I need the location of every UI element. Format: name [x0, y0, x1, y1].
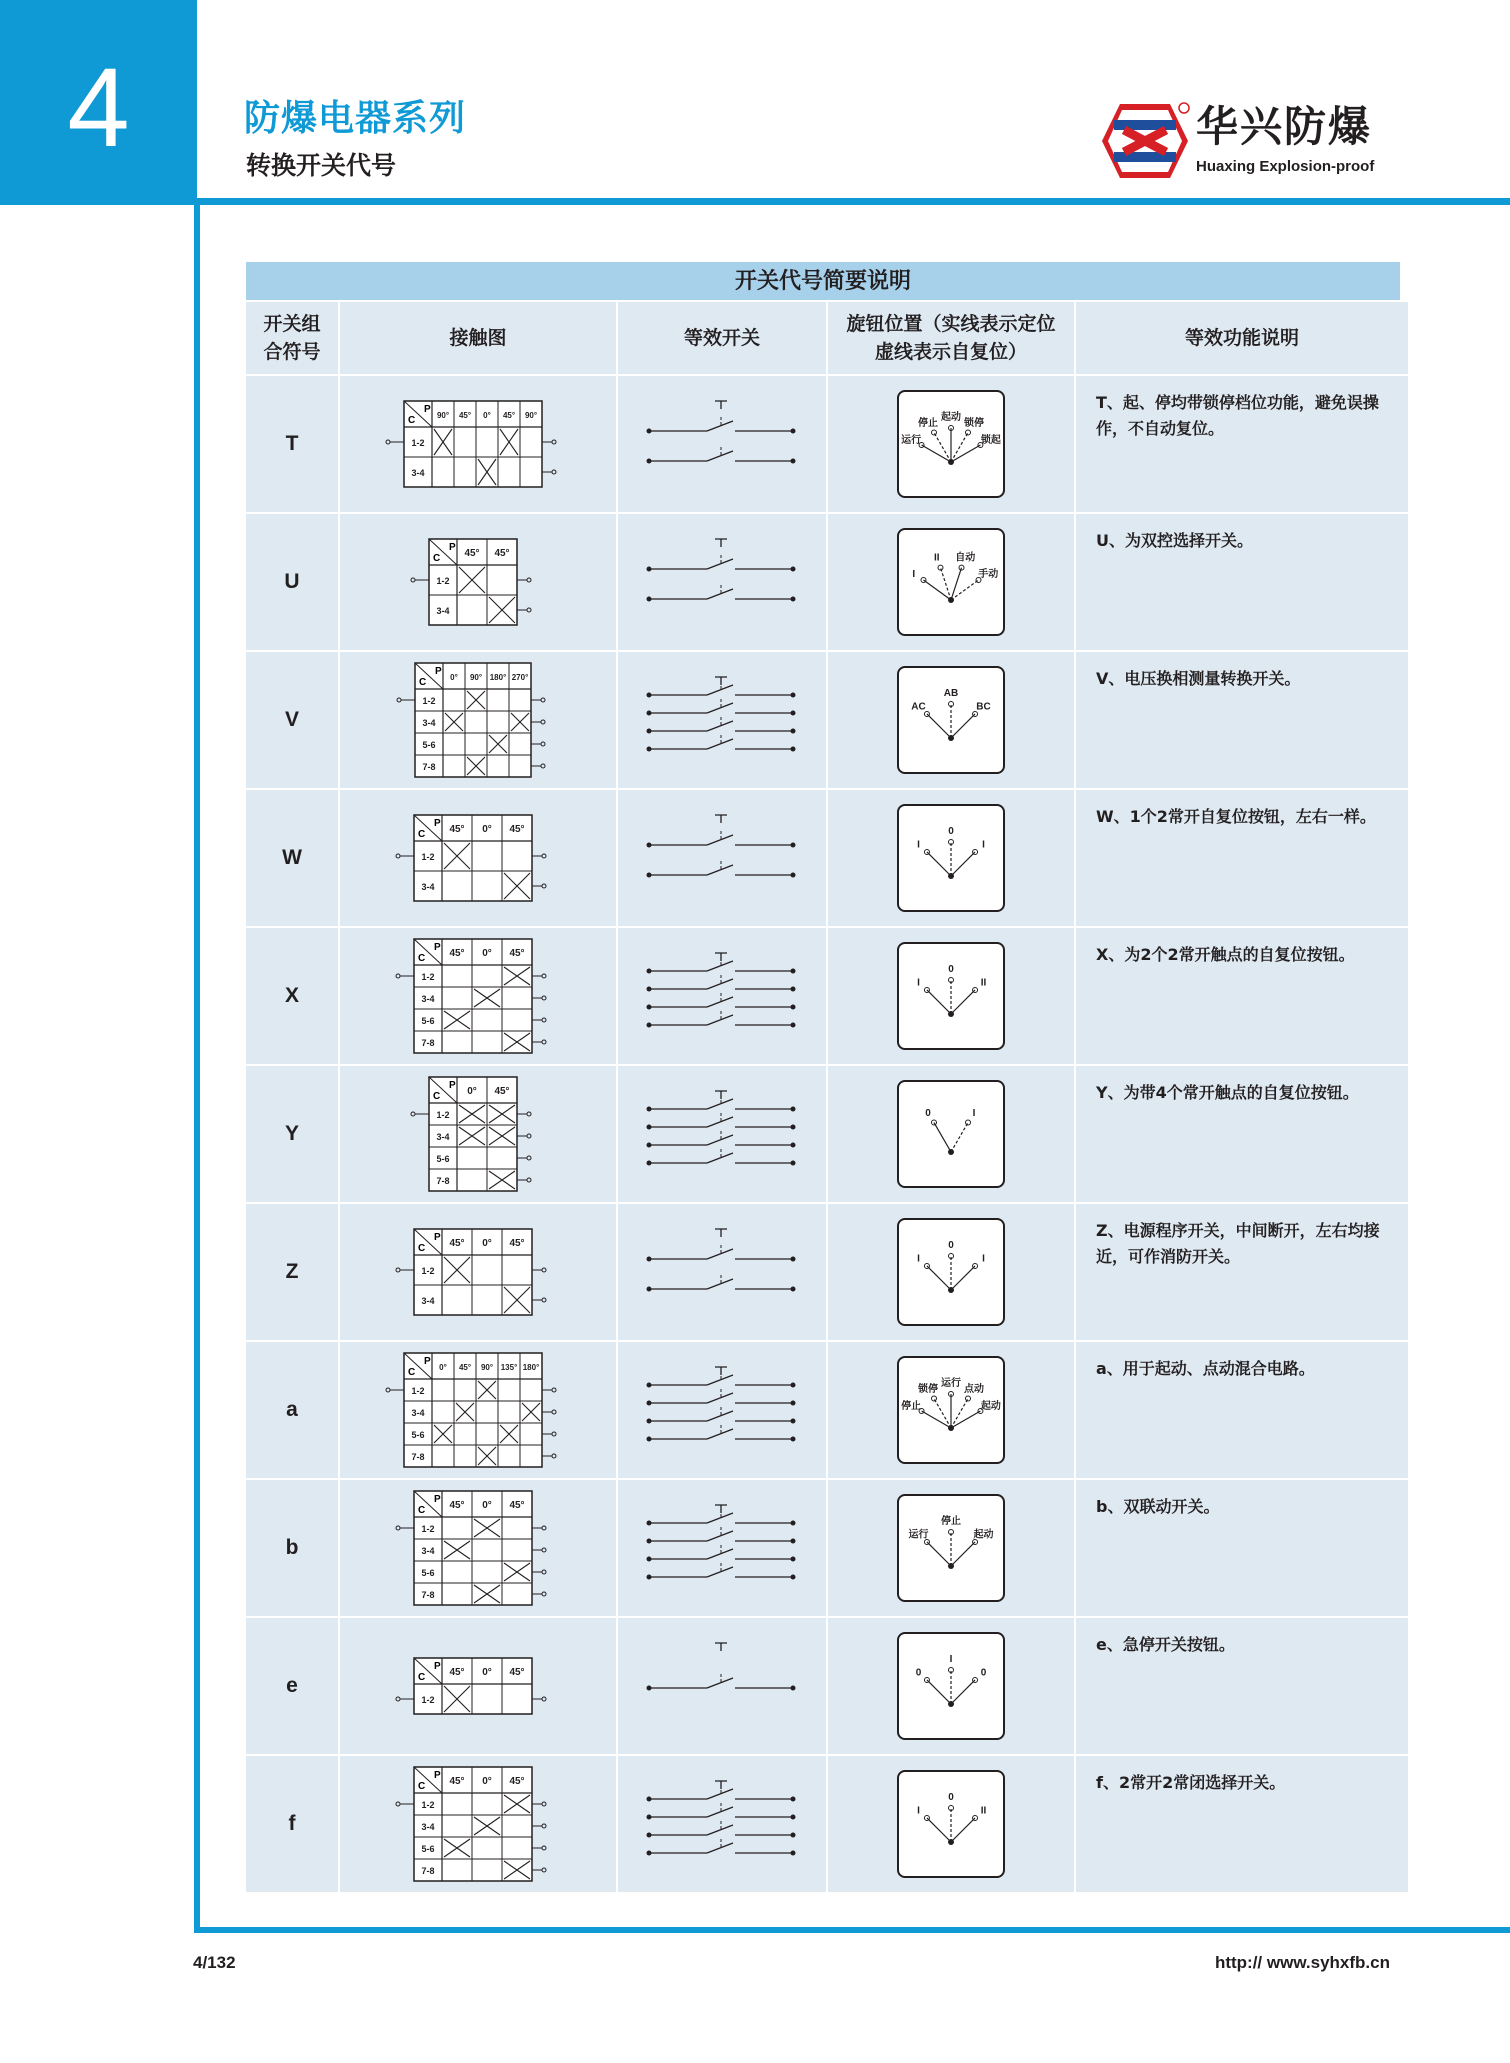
- knob-label: 0: [948, 1240, 954, 1251]
- contact-label: 1-2: [411, 1386, 425, 1396]
- diagram-c-label: C: [408, 415, 416, 426]
- contact-diagram: [340, 790, 616, 926]
- logo-chinese-name: 华兴防爆: [1196, 102, 1373, 151]
- contact-diagram-svg: [374, 391, 582, 497]
- contact-label: 5-6: [422, 740, 436, 750]
- knob-label: BC: [976, 701, 991, 713]
- knob-arrows-icon: [899, 1634, 1003, 1738]
- knob-label: 点动: [964, 1384, 984, 1396]
- angle-label: 45°: [449, 824, 465, 835]
- angle-label: 0°: [467, 1086, 477, 1097]
- contact-label: 7-8: [436, 1176, 450, 1186]
- page-number: 4/132: [193, 1953, 236, 1972]
- contact-diagram-svg: [399, 1067, 557, 1201]
- knob-label: AB: [943, 688, 959, 699]
- contact-label: 3-4: [411, 1408, 425, 1418]
- diagram-p-label: P: [434, 1661, 441, 1672]
- contact-diagram: [340, 376, 616, 512]
- diagram-c-label: C: [418, 953, 426, 964]
- angle-label: 90°: [436, 411, 450, 420]
- angle-label: 180°: [522, 1363, 540, 1372]
- contact-label: 1-2: [422, 696, 436, 706]
- angle-label: 45°: [502, 411, 516, 420]
- contact-label: 1-2: [421, 1524, 435, 1534]
- equivalent-switch: [618, 1618, 826, 1754]
- knob-position: [828, 1204, 1074, 1340]
- angle-label: 0°: [483, 411, 491, 420]
- function-description: T、起、停均带锁停档位功能，避免误操作，不自动复位。: [1076, 376, 1408, 512]
- equivalent-switch: [618, 514, 826, 650]
- contact-diagram: [340, 652, 616, 788]
- contact-label: 3-4: [421, 1822, 435, 1832]
- row-symbol: e: [246, 1618, 338, 1754]
- equivalent-switch: [618, 652, 826, 788]
- knob-label: 运行: [908, 1529, 929, 1541]
- knob-position: [828, 790, 1074, 926]
- equivalent-switch-svg: [637, 1631, 807, 1741]
- row-symbol: T: [246, 376, 338, 512]
- contact-diagram-svg: [384, 1219, 572, 1325]
- row-symbol: W: [246, 790, 338, 926]
- contact-label: 3-4: [421, 1296, 435, 1306]
- angle-label: 45°: [464, 548, 480, 559]
- diagram-p-label: P: [434, 1494, 441, 1505]
- contact-diagram-svg: [384, 1481, 572, 1615]
- table-grid: [246, 302, 1400, 1892]
- knob-arrows-icon: [899, 392, 1003, 496]
- contact-label: 1-2: [421, 1695, 435, 1705]
- angle-label: 90°: [524, 411, 538, 420]
- angle-label: 0°: [482, 824, 492, 835]
- knob-position: [828, 376, 1074, 512]
- logo-english-name: Huaxing Explosion-proof: [1196, 158, 1375, 175]
- diagram-p-label: P: [434, 942, 441, 953]
- table-title: 开关代号简要说明: [246, 262, 1400, 302]
- equivalent-switch-svg: [637, 665, 807, 775]
- contact-label: 3-4: [436, 606, 450, 616]
- angle-label: 0°: [482, 948, 492, 959]
- header-function: 等效功能说明: [1076, 302, 1408, 374]
- equivalent-switch: [618, 1480, 826, 1616]
- contact-diagram-svg: [384, 1648, 572, 1724]
- equivalent-switch: [618, 1342, 826, 1478]
- angle-label: 45°: [509, 1667, 525, 1678]
- diagram-c-label: C: [419, 677, 427, 688]
- function-description: U、为双控选择开关。: [1076, 514, 1408, 650]
- contact-diagram-svg: [384, 929, 572, 1063]
- knob-position: [828, 514, 1074, 650]
- equivalent-switch-svg: [637, 1355, 807, 1465]
- knob-label: I: [917, 1805, 920, 1817]
- knob-label: II: [934, 552, 940, 564]
- knob-arrows-icon: [899, 530, 1003, 634]
- equivalent-switch-svg: [637, 941, 807, 1051]
- knob-label: 运行: [901, 435, 922, 446]
- knob-position: [828, 1066, 1074, 1202]
- diagram-c-label: C: [418, 1505, 426, 1516]
- angle-label: 0°: [439, 1363, 447, 1372]
- logo-mark-icon: [1100, 100, 1190, 182]
- page-frame-left: [194, 205, 200, 1933]
- contact-label: 1-2: [421, 1266, 435, 1276]
- knob-dial: [897, 1770, 1005, 1878]
- knob-label: 锁起: [980, 435, 1001, 446]
- angle-label: 0°: [450, 673, 458, 682]
- knob-label: AC: [911, 701, 926, 713]
- knob-label: 自动: [955, 552, 976, 564]
- header-contact-diagram: 接触图: [340, 302, 616, 374]
- contact-label: 5-6: [421, 1844, 435, 1854]
- contact-label: 7-8: [411, 1452, 425, 1462]
- contact-label: 5-6: [436, 1154, 450, 1164]
- row-symbol: Y: [246, 1066, 338, 1202]
- diagram-p-label: P: [424, 404, 431, 415]
- angle-label: 0°: [482, 1667, 492, 1678]
- knob-arrows-icon: [899, 1496, 1003, 1600]
- contact-label: 1-2: [421, 1800, 435, 1810]
- knob-arrows-icon: [899, 668, 1003, 772]
- brand-logo: [1100, 100, 1400, 182]
- equivalent-switch: [618, 1204, 826, 1340]
- knob-label: 停止: [901, 1401, 922, 1412]
- angle-label: 45°: [494, 548, 510, 559]
- knob-arrows-icon: [899, 1772, 1003, 1876]
- angle-label: 135°: [500, 1363, 518, 1372]
- knob-label: I: [912, 568, 916, 580]
- row-symbol: Z: [246, 1204, 338, 1340]
- equivalent-switch-svg: [637, 389, 807, 499]
- angle-label: 45°: [449, 1776, 465, 1787]
- contact-diagram: [340, 1480, 616, 1616]
- knob-label: 运行: [941, 1378, 961, 1389]
- knob-arrows-icon: [899, 944, 1003, 1048]
- row-symbol: a: [246, 1342, 338, 1478]
- contact-label: 3-4: [436, 1132, 450, 1142]
- knob-dial: [897, 1494, 1005, 1602]
- contact-label: 3-4: [422, 718, 436, 728]
- knob-position: [828, 928, 1074, 1064]
- diagram-c-label: C: [418, 1243, 426, 1254]
- contact-diagram: [340, 1204, 616, 1340]
- row-symbol: f: [246, 1756, 338, 1892]
- angle-label: 45°: [509, 824, 525, 835]
- contact-label: 5-6: [421, 1568, 435, 1578]
- series-title: 防爆电器系列: [244, 98, 467, 139]
- page-frame-bottom: [194, 1927, 1510, 1933]
- function-description: Z、电源程序开关，中间断开，左右均接近，可作消防开关。: [1076, 1204, 1408, 1340]
- angle-label: 0°: [482, 1776, 492, 1787]
- function-description: b、双联动开关。: [1076, 1480, 1408, 1616]
- knob-dial: [897, 1218, 1005, 1326]
- equivalent-switch: [618, 790, 826, 926]
- knob-arrows-icon: [899, 806, 1003, 910]
- knob-dial: [897, 390, 1005, 498]
- knob-dial: [897, 528, 1005, 636]
- diagram-p-label: P: [449, 542, 456, 553]
- knob-label: 手动: [978, 568, 999, 580]
- equivalent-switch-svg: [637, 1079, 807, 1189]
- knob-label: 锁停: [964, 418, 984, 430]
- contact-diagram: [340, 1618, 616, 1754]
- knob-label: I: [949, 1654, 953, 1665]
- function-description: V、电压换相测量转换开关。: [1076, 652, 1408, 788]
- knob-label: 0: [948, 1792, 954, 1803]
- angle-label: 180°: [489, 673, 507, 682]
- row-symbol: b: [246, 1480, 338, 1616]
- contact-label: 1-2: [436, 576, 450, 586]
- contact-diagram: [340, 1342, 616, 1478]
- diagram-p-label: P: [449, 1080, 456, 1091]
- angle-label: 90°: [480, 1363, 494, 1372]
- knob-position: [828, 1618, 1074, 1754]
- contact-diagram: [340, 1066, 616, 1202]
- knob-dial: [897, 1632, 1005, 1740]
- knob-dial: [897, 804, 1005, 912]
- contact-diagram-svg: [384, 805, 572, 911]
- diagram-c-label: C: [418, 829, 426, 840]
- contact-diagram-svg: [384, 1757, 572, 1891]
- knob-arrows-icon: [899, 1082, 1003, 1186]
- angle-label: 45°: [458, 411, 472, 420]
- equivalent-switch: [618, 928, 826, 1064]
- contact-diagram-svg: [385, 653, 571, 787]
- diagram-c-label: C: [433, 553, 441, 564]
- header-symbol: 开关组合符号: [246, 302, 338, 374]
- angle-label: 45°: [449, 948, 465, 959]
- angle-label: 45°: [449, 1667, 465, 1678]
- contact-label: 7-8: [421, 1590, 435, 1600]
- contact-label: 1-2: [421, 972, 435, 982]
- knob-position: [828, 652, 1074, 788]
- chapter-number: 4: [67, 45, 130, 170]
- equivalent-switch-svg: [637, 1493, 807, 1603]
- knob-dial: [897, 1080, 1005, 1188]
- contact-label: 1-2: [411, 438, 425, 448]
- contact-label: 1-2: [436, 1110, 450, 1120]
- header-equivalent-switch: 等效开关: [618, 302, 826, 374]
- knob-label: 0: [925, 1108, 931, 1120]
- knob-label: 起动: [941, 412, 961, 423]
- diagram-p-label: P: [434, 818, 441, 829]
- knob-label: 停止: [941, 1516, 961, 1527]
- knob-label: I: [917, 1253, 920, 1265]
- knob-label: I: [917, 977, 920, 989]
- equivalent-switch-svg: [637, 527, 807, 637]
- knob-label: 0: [980, 1667, 987, 1679]
- knob-label: 0: [915, 1667, 922, 1679]
- contact-label: 3-4: [421, 994, 435, 1004]
- equivalent-switch-svg: [637, 1769, 807, 1879]
- angle-label: 45°: [458, 1363, 472, 1372]
- contact-label: 7-8: [421, 1866, 435, 1876]
- knob-arrows-icon: [899, 1220, 1003, 1324]
- knob-label: 锁停: [918, 1384, 938, 1396]
- function-description: f、2常开2常闭选择开关。: [1076, 1756, 1408, 1892]
- contact-label: 1-2: [421, 852, 435, 862]
- angle-label: 45°: [449, 1238, 465, 1249]
- header-knob-position: 旋钮位置（实线表示定位虚线表示自复位）: [828, 302, 1074, 374]
- knob-label: I: [917, 839, 920, 851]
- angle-label: 90°: [469, 673, 483, 682]
- knob-dial: [897, 666, 1005, 774]
- knob-arrows-icon: [899, 1358, 1003, 1462]
- equivalent-switch: [618, 1066, 826, 1202]
- knob-label: II: [980, 977, 987, 989]
- switch-code-table: [246, 262, 1400, 1892]
- knob-position: [828, 1342, 1074, 1478]
- function-description: X、为2个2常开触点的自复位按钮。: [1076, 928, 1408, 1064]
- equivalent-switch: [618, 1756, 826, 1892]
- angle-label: 45°: [509, 1500, 525, 1511]
- knob-label: 0: [948, 826, 954, 837]
- contact-diagram: [340, 928, 616, 1064]
- knob-label: I: [972, 1108, 976, 1120]
- diagram-c-label: C: [418, 1781, 426, 1792]
- knob-label: 停止: [918, 418, 938, 430]
- angle-label: 270°: [511, 673, 529, 682]
- diagram-p-label: P: [434, 1770, 441, 1781]
- knob-position: [828, 1480, 1074, 1616]
- knob-label: I: [982, 839, 985, 851]
- knob-label: II: [980, 1805, 987, 1817]
- angle-label: 0°: [482, 1500, 492, 1511]
- contact-label: 3-4: [411, 468, 425, 478]
- knob-position: [828, 1756, 1074, 1892]
- knob-label: 0: [948, 964, 954, 975]
- chapter-tab: [0, 0, 197, 205]
- contact-diagram-svg: [374, 1343, 582, 1477]
- angle-label: 45°: [509, 1238, 525, 1249]
- contact-diagram-svg: [399, 529, 557, 635]
- page-subtitle: 转换开关代号: [246, 151, 397, 180]
- equivalent-switch: [618, 376, 826, 512]
- row-symbol: U: [246, 514, 338, 650]
- angle-label: 0°: [482, 1238, 492, 1249]
- diagram-c-label: C: [408, 1367, 416, 1378]
- contact-label: 3-4: [421, 1546, 435, 1556]
- angle-label: 45°: [509, 1776, 525, 1787]
- angle-label: 45°: [509, 948, 525, 959]
- knob-label: 起动: [980, 1401, 1001, 1412]
- function-description: e、急停开关按钮。: [1076, 1618, 1408, 1754]
- contact-diagram: [340, 514, 616, 650]
- website-url: http:// www.syhxfb.cn: [1214, 1953, 1390, 1972]
- contact-label: 3-4: [421, 882, 435, 892]
- diagram-p-label: P: [424, 1356, 431, 1367]
- contact-label: 7-8: [422, 762, 436, 772]
- diagram-p-label: P: [435, 666, 442, 677]
- contact-label: 7-8: [421, 1038, 435, 1048]
- knob-label: I: [982, 1253, 985, 1265]
- diagram-p-label: P: [434, 1232, 441, 1243]
- knob-label: 起动: [973, 1529, 994, 1541]
- knob-dial: [897, 1356, 1005, 1464]
- angle-label: 45°: [449, 1500, 465, 1511]
- angle-label: 45°: [494, 1086, 510, 1097]
- contact-label: 5-6: [411, 1430, 425, 1440]
- function-description: a、用于起动、点动混合电路。: [1076, 1342, 1408, 1478]
- contact-label: 5-6: [421, 1016, 435, 1026]
- diagram-c-label: C: [418, 1672, 426, 1683]
- row-symbol: V: [246, 652, 338, 788]
- contact-diagram: [340, 1756, 616, 1892]
- equivalent-switch-svg: [637, 1217, 807, 1327]
- row-symbol: X: [246, 928, 338, 1064]
- diagram-c-label: C: [433, 1091, 441, 1102]
- header-rule: [197, 198, 1510, 205]
- equivalent-switch-svg: [637, 803, 807, 913]
- function-description: W、1个2常开自复位按钮，左右一样。: [1076, 790, 1408, 926]
- function-description: Y、为带4个常开触点的自复位按钮。: [1076, 1066, 1408, 1202]
- knob-dial: [897, 942, 1005, 1050]
